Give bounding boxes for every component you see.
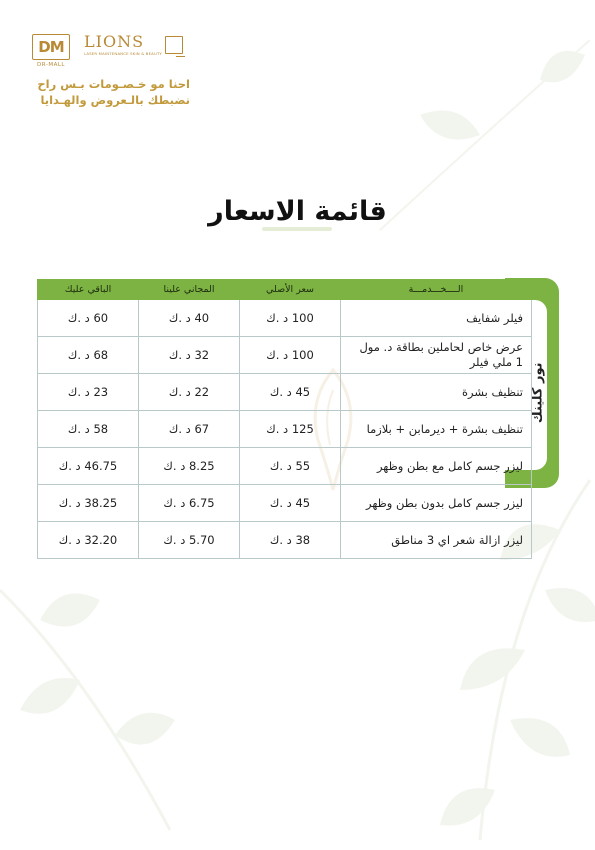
header-remaining-amount: الباقي عليك xyxy=(38,280,139,300)
service-cell: ليزر جسم كامل مع بطن وظهر xyxy=(341,448,532,485)
original-price-cell: 45 د .ك xyxy=(240,374,341,411)
service-cell: تنظيف بشرة xyxy=(341,374,532,411)
free-amount-cell: 22 د .ك xyxy=(139,374,240,411)
tagline xyxy=(30,76,190,108)
drmall-logo-mark: DM xyxy=(32,34,70,60)
header-service: الــــخـــدمـــة xyxy=(341,280,532,300)
lions-emblem-icon xyxy=(165,36,183,54)
leaf-decoration-left xyxy=(0,560,180,840)
service-cell: ليزر ازالة شعر اي 3 مناطق xyxy=(341,522,532,559)
drmall-logo-text: DR-MALL xyxy=(37,62,65,68)
original-price-cell: 55 د .ك xyxy=(240,448,341,485)
remaining-amount-cell: 38.25 د .ك xyxy=(38,485,139,522)
service-cell: ليزر جسم كامل بدون بطن وظهر xyxy=(341,485,532,522)
table-row xyxy=(38,485,532,522)
remaining-amount-cell: 32.20 د .ك xyxy=(38,522,139,559)
remaining-amount-cell: 23 د .ك xyxy=(38,374,139,411)
service-cell: تنظيف بشرة + ديرمابن + بلازما xyxy=(341,411,532,448)
free-amount-cell: 8.25 د .ك xyxy=(139,448,240,485)
original-price-cell: 45 د .ك xyxy=(240,485,341,522)
title-underline xyxy=(262,227,332,231)
table-row xyxy=(38,374,532,411)
remaining-amount-cell: 46.75 د .ك xyxy=(38,448,139,485)
free-amount-cell: 5.70 د .ك xyxy=(139,522,240,559)
header-logos xyxy=(32,34,183,68)
header-free-amount: المجاني علينا xyxy=(139,280,240,300)
lions-logo xyxy=(84,34,183,56)
table-row xyxy=(38,448,532,485)
lions-logo-text: LIONS xyxy=(84,32,145,51)
header-original-price: سعر الأصلي xyxy=(240,280,341,300)
table-header-row xyxy=(38,280,532,300)
table-row xyxy=(38,522,532,559)
original-price-cell: 100 د .ك xyxy=(240,300,341,337)
tagline-line-1: احنا مو خـصـومات بـس راح xyxy=(37,77,190,91)
service-cell: عرض خاص لحاملين بطاقة د. مول 1 ملي فيلر xyxy=(341,337,532,374)
original-price-cell: 100 د .ك xyxy=(240,337,341,374)
free-amount-cell: 40 د .ك xyxy=(139,300,240,337)
free-amount-cell: 32 د .ك xyxy=(139,337,240,374)
free-amount-cell: 67 د .ك xyxy=(139,411,240,448)
original-price-cell: 125 د .ك xyxy=(240,411,341,448)
tagline-line-2: نضبطك بالـعروض والهـدايا xyxy=(40,93,190,107)
lions-logo-subtext: LASER MAINTENANCE SKIN & BEAUTY xyxy=(84,51,162,56)
drmall-logo xyxy=(32,34,70,68)
table-row xyxy=(38,300,532,337)
free-amount-cell: 6.75 د .ك xyxy=(139,485,240,522)
clinic-name-label: نور كلينك xyxy=(530,362,546,424)
remaining-amount-cell: 68 د .ك xyxy=(38,337,139,374)
remaining-amount-cell: 60 د .ك xyxy=(38,300,139,337)
page-title: قائمة الاسعار xyxy=(208,196,387,227)
price-table xyxy=(37,279,532,559)
remaining-amount-cell: 58 د .ك xyxy=(38,411,139,448)
original-price-cell: 38 د .ك xyxy=(240,522,341,559)
service-cell: فيلر شفايف xyxy=(341,300,532,337)
table-row xyxy=(38,411,532,448)
table-row xyxy=(38,337,532,374)
